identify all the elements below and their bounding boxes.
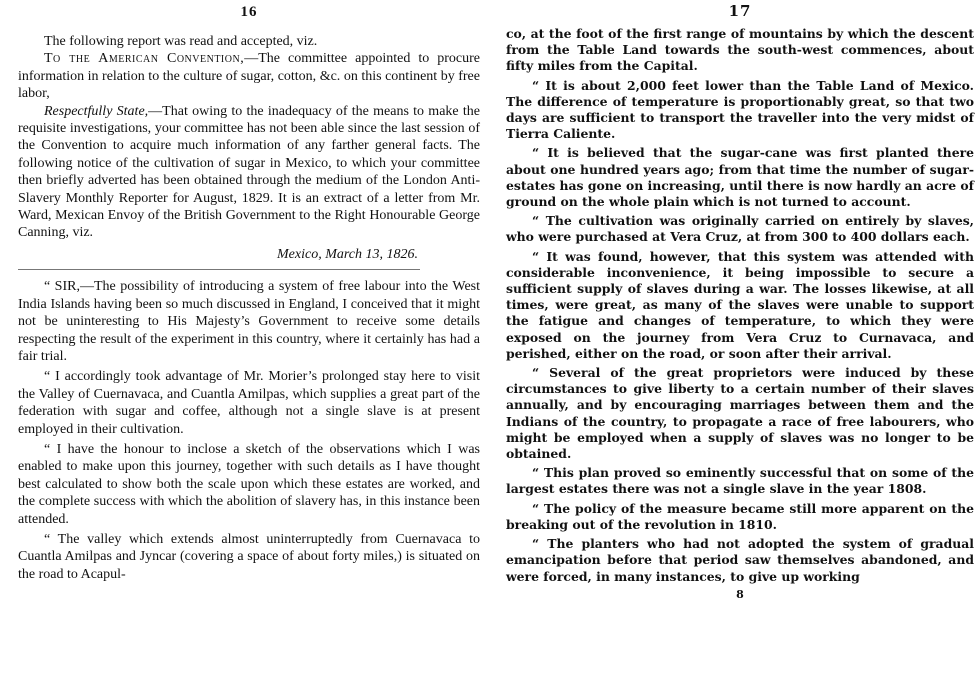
address-rest: —The committee appointed to procure information in relation to the culture of sugar, cotton, &c. on this continent by free labor, — [18, 51, 480, 102]
continued-paragraph: co, at the foot of the first range of mountains by which the descent from the Table Land towards the south-west commences, about fifty miles from the Capital. — [506, 26, 974, 74]
letter-paragraph: “ The planters who had not adopted the system of gradual emancipation before that period saw themselves abandoned, and were forced, in many instances, to give up working — [506, 536, 974, 584]
letter-paragraph: “ The policy of the measure became still more apparent on the breaking out of the revolution in 1810. — [506, 500, 974, 532]
section-divider — [18, 269, 420, 270]
report-address — [18, 50, 480, 102]
page-number-left: 16 — [240, 4, 258, 20]
letter-paragraph: “ The cultivation was originally carried on entirely by slaves, who were purchased at Vera Cruz, at from 300 to 400 dollars each. — [506, 213, 974, 245]
report-lead: Respectfully State, — [44, 103, 149, 119]
letter-paragraph: “ SIR,—The possibility of introducing a system of free labour into the West India Islands having been so much discussed in England, I conceived that it might not be uninteresting to His Majesty’s Government to receive some details respecting the result of the experiment in this country, where it certainly has had a fair trial. — [18, 279, 480, 364]
report-body — [18, 103, 480, 242]
letter-paragraph: “ It was found, however, that this system was attended with considerable inconvenience, it being impossible to secure a sufficient supply of slaves during a war. The losses likewise, at all times, were great, as many of the slaves were unable to support the fatigue and changes of temperature, to which they were exposed on the journey from Vera Cruz to Curnavaca, and perished, either on the road, or soon after their arrival. — [506, 248, 974, 361]
page-number-right: 17 — [728, 2, 752, 20]
letter-paragraph: “ Several of the great proprietors were induced by these circumstances to give liberty to a certain number of their slaves annually, and by encouraging marriages between them and the Indians of the country, to propagate a race of free labourers, who might be employed when a supply of slaves was no longer to be obtained. — [506, 365, 974, 462]
address-to: To the — [44, 51, 91, 67]
report-intro: The following report was read and accepted, viz. — [44, 34, 318, 49]
letter-paragraph: “ It is about 2,000 feet lower than the Table Land of Mexico. The difference of temperature is proportionably great, so that two days are sufficient to transport the traveller into the very midst of Tierra Caliente. — [506, 77, 974, 142]
letter-paragraph: “ It is believed that the sugar-cane was first planted there about one hundred years ago; from that time the number of sugar-estates has gone on increasing, until there is now hardly an acre of ground on the whole plain which is not turned to account. — [506, 145, 974, 210]
letter-paragraph: “ I have the honour to inclose a sketch of the observations which I was enabled to make upon this journey, together with such details as I have thought best calculated to show both the scale upon which these estates are worked, and the complete success with which the abolition of slavery has, in this instance been attended. — [18, 441, 480, 527]
letter-paragraph: “ I accordingly took advantage of Mr. Morier’s prolonged stay here to visit the Valley of Cuernavaca, and Cuantla Amilpas, which supplies a great part of the federation with sugar and coffee, although not a single slave is at present employed in their cultivation. — [18, 369, 480, 437]
letter-paragraph: “ The valley which extends almost uninterruptedly from Cuernavaca to Cuantla Amilpas and Jyncar (covering a space of about forty miles,) is situated on the road to Acapul- — [18, 531, 480, 582]
report-text: —That owing to the inadequacy of the means to make the requisite investigations, your committee has not been able since the last session of the Convention to acquire much information of any farther general facts. The following notice of the cultivation of sugar in Mexico, to which your committee then briefly adverted has been obtained through the medium of the London Anti-Slavery Monthly Reporter for August, 1829. It is an extract of a letter from Mr. Ward, Mexican Envoy of the British Government to the Right Honourable George Canning, viz. — [18, 103, 480, 241]
letter-dateline: Mexico, March 13, 1826. — [277, 246, 418, 262]
right-page — [490, 0, 980, 676]
signature-mark: 8 — [736, 587, 744, 601]
address-body: American Convention, — [98, 51, 245, 67]
letter-paragraph: “ This plan proved so eminently successful that on some of the largest estates there was not a single slave in the year 1808. — [506, 465, 974, 497]
